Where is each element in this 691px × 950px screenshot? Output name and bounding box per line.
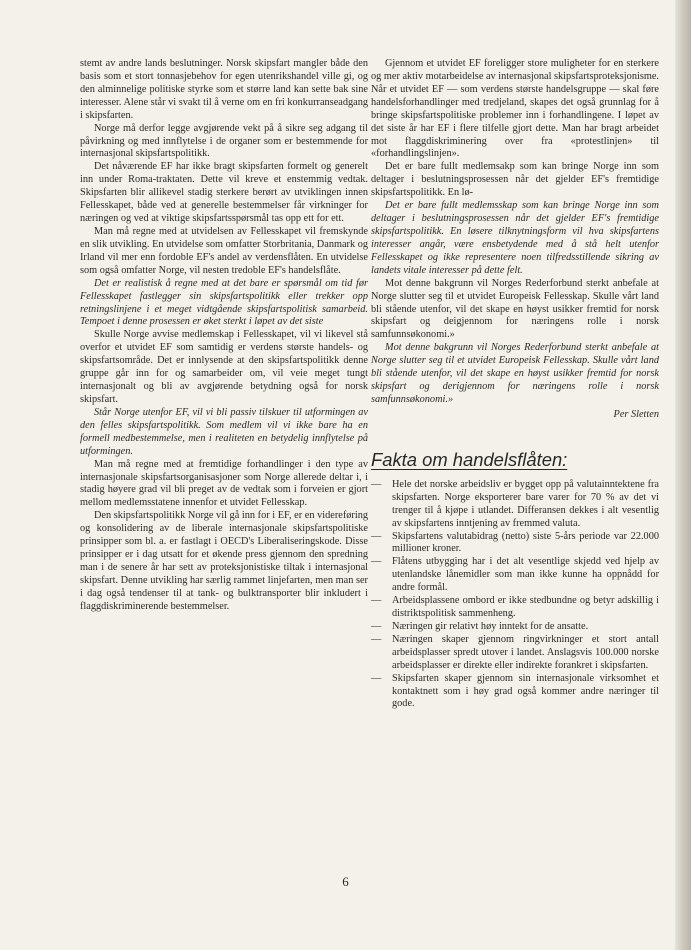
- fakta-item: — Skipsfarten skaper gjennom sin internasjonale virksomhet et kontaktnett som i høy grad også kommer andre næringer til gode.: [371, 673, 659, 712]
- page-number: 6: [342, 874, 349, 889]
- fakta-list: [371, 479, 659, 712]
- paragraph-italic: Mot denne bakgrunn vil Norges Rederforbund sterkt anbefale at Norge slutter seg til et utvidet Europeisk Fellesskap. Skulle vårt land bli stående utenfor, vil det skape en høyst usikker fremtid for norsk skipsfart og derigjennom for næringens rolle i norsk samfunnsøkonomi.»: [371, 342, 659, 405]
- paragraph: Mot denne bakgrunn vil Norges Rederforbund sterkt anbefale at Norge slutter seg til et utvidet Europeisk Fellesskap. Skulle vårt land bli stående utenfor, vil det skape en høyst usikker fremtid for norsk skipsfart og deigjennom for næringens rolle i norsk samfunnsøkonomi.»: [371, 277, 659, 341]
- fakta-item: — Arbeidsplassene ombord er ikke stedbundne og betyr adskillig i distriktspolitisk sammenheng.: [371, 595, 659, 621]
- paragraph: Man må regne med at fremtidige forhandlinger i den type av internasjonale skipsfartsorganisasjoner som Norge allerede deltar i, i stadig høyere grad vil bli preget av de vedtak som i forveien er gjort mellom medlemsstatene innenfor et utvidet Fellesskap.: [80, 458, 368, 509]
- fakta-heading: Fakta om handelsflåten:: [371, 448, 568, 470]
- left-column: [80, 58, 368, 614]
- fakta-item: — Hele det norske arbeidsliv er bygget opp på valutainntektene fra skipsfarten. Norge eksporterer bare varer for 70 % av det vi trenger til å kjøpe i utlandet. Differansen dekkes i alt vesentlig av skipsfartens inntjening av fremmed valuta.: [371, 479, 659, 531]
- paragraph: Den skipsfartspolitikk Norge vil gå inn for i EF, er en videreføring og konsolidering av de liberale internasjonale skipsfartspolitiske prinsipper som bl. a. er fastlagt i OECD's Liberaliseringskode. Disse prinsipper er i dag utsatt for et økende press gjennom den spredning man i de senere år har sett av proteksjonistiske tiltak i internasjonal skipsfart. Denne utvikling har særlig rammet linjefarten, men man ser i dag også tendenser til at tank- og bulktransporter blir inkludert i flaggdiskriminerende bestemmelser.: [80, 510, 368, 612]
- fakta-item: — Skipsfartens valutabidrag (netto) siste 5-års periode var 22.000 millioner kroner.: [371, 531, 659, 557]
- paragraph-italic: Står Norge utenfor EF, vil vi bli passiv tilskuer til utformingen av den felles skipsfartspolitikk. Som medlem vil vi ikke bare ha en formell medbestemmelse, men i realiteten en betydelig innflytelse på utformingen.: [80, 406, 368, 457]
- paragraph: Det nåværende EF har ikke bragt skipsfarten formelt og generelt inn under Roma-traktaten. Dette vil kreve et enstemmig vedtak. Skipsfarten blir allikevel stadig sterkere berørt av utviklingen innen Fellesskapet, både ved at generelle bestemmelser får virkninger for næringen og ved at viktige skipsfartsspørsmål tas opp ett for ett.: [80, 161, 368, 225]
- paragraph: Man må regne med at utvidelsen av Fellesskapet vil fremskynde en slik utvikling. En utvidelse som omfatter Storbritania, Danmark og Irland vil mer enn fordoble EF's andel av verdensflåten. En utvidelse som også omfatter Norge, vil nesten tredoble EF's handelsflåte.: [80, 225, 368, 276]
- paragraph: Det er bare fullt medlemsakp som kan bringe Norge inn som deltager i beslutningsprosessen når det gjelder EF's fremtidige skipsfartspolitikk. En lø-: [371, 161, 659, 199]
- right-column: [371, 58, 659, 711]
- paragraph-italic: Det er realistisk å regne med at det bare er spørsmål om tid før Fellesskapet fastlegger sin skipsfartspolitikk eller trekker opp retningslinjene i et meget vidtgående skipsfartspolitisk samarbeid. Tempoet i denne prosessen er øket sterkt i løpet av det siste: [80, 277, 368, 328]
- fakta-item: — Næringen skaper gjennom ringvirkninger et stort antall arbeidsplasser spredt utover i landet. Anslagsvis 100.000 norske arbeidsplasser er direkte eller indirekte forankret i skipsfarten.: [371, 634, 659, 673]
- fakta-item: — Næringen gir relativt høy inntekt for de ansatte.: [371, 621, 659, 634]
- paragraph: Skulle Norge avvise medlemskap i Fellesskapet, vil vi likevel stå overfor et utvidet EF som samtidig er verdens største handels- og skipsfartsområde. Det er innlysende at den skipsfartspolitikk denne gruppe går inn for og samarbeider om, vil veie meget tungt internasjonalt og bli av avgjørende betydning også for norsk skipsfart.: [80, 329, 368, 405]
- paragraph-italic: Det er bare fullt medlemsskap som kan bringe Norge inn som deltager i beslutningsprosessen når det gjelder EF's fremtidige skipsfartspolitikk. En løsere tilknytningsform vil hva skipsfartens interesser angår, være ensbetydende med å stå helt utenfor Fellesskapet og ikke representere noen tilfredsstillende sikring av landets vitale interesser på dette felt.: [371, 200, 659, 276]
- author-signature: Per Sletten: [613, 408, 659, 420]
- paragraph: Norge må derfor legge avgjørende vekt på å sikre seg adgang til påvirkning og med innflytelse i de organer som er bestemmende for internasjonal skipsfartspolitikk.: [80, 122, 368, 160]
- page-edge-shadow: [675, 0, 691, 950]
- paragraph: stemt av andre lands beslutninger. Norsk skipsfart mangler både den basis som et stort tonnasjebehov for egen utenrikshandel ville gi, og den alminnelige politiske styrke som et større land kan sette bak sine interesser. Alene står vi svakt til å verne om en fri konkurranseadgang i skipsfarten.: [80, 58, 368, 121]
- paragraph: Gjennom et utvidet EF foreligger store muligheter for en sterkere og mer aktiv motarbeidelse av internasjonal skipsfartsproteksjonisme. Når et utvidet EF — som verdens største handelsgruppe — skal føre handelsforhandlinger med tredjeland, skapes det også grunnlag for å bringe skipsfartspolitiske problemer inn i forhandlingene. I løpet av det siste år har EF i flere tilfelle gjort dette. Man har bragt arbeidet mot flaggdiskriminering over fra «protestlinjen» til «forhandlingslinjen».: [371, 58, 659, 160]
- fakta-item: — Flåtens utbygging har i det alt vesentlige skjedd ved hjelp av utenlandske lånemidler som man ikke kunne ha oppnådd for andre formål.: [371, 556, 659, 595]
